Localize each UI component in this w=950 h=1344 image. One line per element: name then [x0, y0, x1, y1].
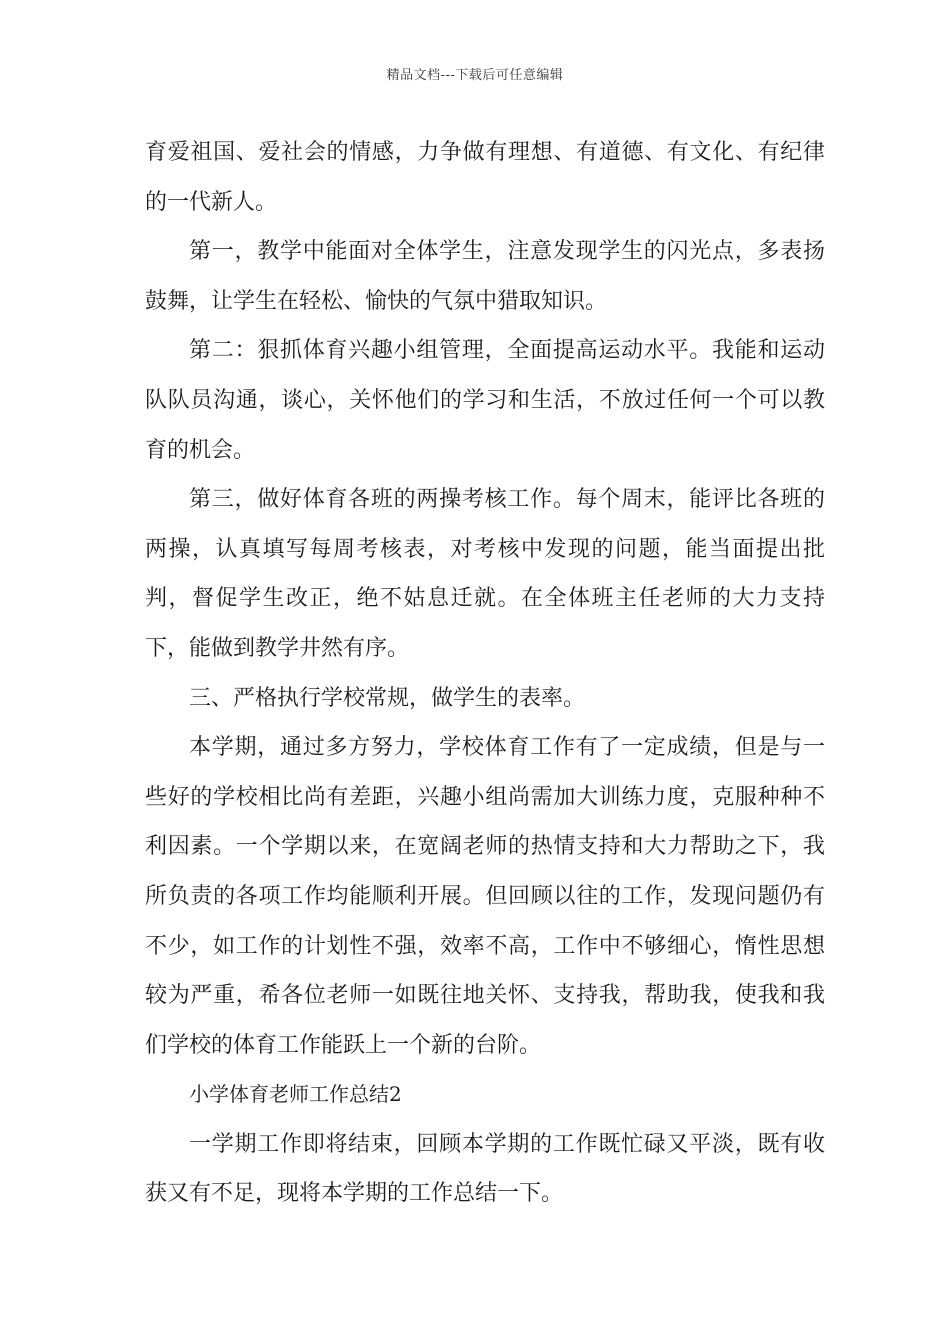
page-header: 精品文档---下载后可任意编辑 — [386, 68, 564, 83]
paragraph-summary: 本学期，通过多方努力，学校体育工作有了一定成绩，但是与一些好的学校相比尚有差距，兴趣小组尚需加大训练力度，克服种种不利因素。一个学期以来，在宽阔老师的热情支持和大力帮助之下，我所负责的各项工作均能顺利开展。但回顾以往的工作，发现问题仍有不少，如工作的计划性不强，效率不高，工作中不够细心，惰性思想较为严重，希各位老师一如既往地关怀、支持我，帮助我，使我和我们学校的体育工作能跃上一个新的台阶。 — [145, 735, 825, 1058]
document-subtitle: 小学体育老师工作总结2 — [189, 1082, 402, 1107]
section-heading-three: 三、严格执行学校常规，做学生的表率。 — [189, 685, 586, 711]
paragraph-point-one: 第一，教学中能面对全体学生，注意发现学生的闪光点，多表扬鼓舞，让学生在轻松、愉快的气氛中猎取知识。 — [145, 239, 825, 314]
paragraph-point-three: 第三，做好体育各班的两操考核工作。每个周末，能评比各班的两操，认真填写每周考核表，对考核中发现的问题，能当面提出批判，督促学生改正，绝不姑息迁就。在全体班主任老师的大力支持下，能做到教学井然有序。 — [145, 487, 825, 661]
paragraph-continuation: 育爱祖国、爱社会的情感，力争做有理想、有道德、有文化、有纪律的一代新人。 — [145, 140, 825, 215]
document-body — [145, 128, 825, 1219]
paragraph-point-two: 第二：狠抓体育兴趣小组管理，全面提高运动水平。我能和运动队队员沟通，谈心，关怀他们的学习和生活，不放过任何一个可以教育的机会。 — [145, 338, 825, 463]
paragraph-intro-two: 一学期工作即将结束，回顾本学期的工作既忙碌又平淡，既有收获又有不足，现将本学期的工作总结一下。 — [145, 1131, 825, 1207]
